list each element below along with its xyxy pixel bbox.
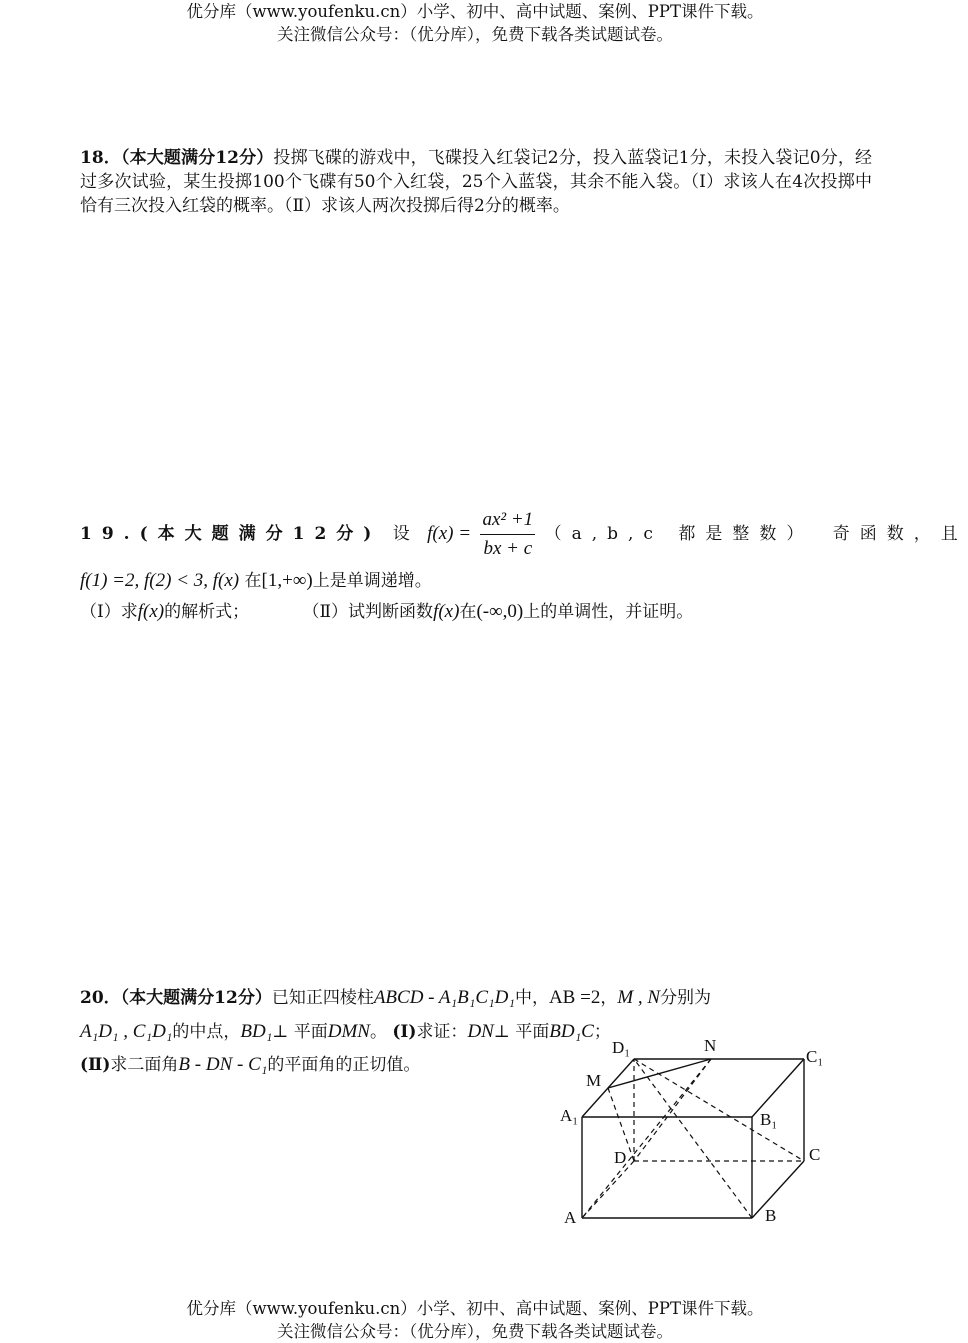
question-20-line-2 (80, 1017, 611, 1043)
q20-perp2: ⊥ 平面 (493, 1022, 550, 1042)
q20-perp1: ⊥ 平面 (272, 1022, 328, 1042)
footer-line-2: 关注微信公众号：（优分库），免费下载各类试题试卷。 (277, 1322, 673, 1341)
q19-interval-1: [1,+∞) (261, 570, 313, 591)
q20-prism: ABCD - A₁B₁C₁D₁ (373, 987, 515, 1008)
q20-t6: 。 (369, 1022, 387, 1042)
q20-dn: DN (467, 1021, 494, 1042)
q19-fraction (480, 509, 535, 560)
label-C1: C₁ (806, 1047, 824, 1066)
question-18 (80, 146, 872, 218)
segment-N-D (634, 1059, 711, 1161)
q20-plane: BD₁C (549, 1021, 594, 1042)
label-B: B (765, 1206, 777, 1225)
q20-part1-label: (Ⅰ) (392, 1022, 417, 1042)
q19-part2: （Ⅱ）试判断函数 (302, 602, 434, 622)
q18-title: 18．（本大题满分12分） (80, 148, 274, 168)
q19-part2-f: f(x) (433, 601, 460, 622)
q19-part1: （Ⅰ）求 (80, 602, 138, 622)
segment-D1-C (634, 1059, 804, 1161)
q20-t1: 已知正四棱柱 (271, 988, 374, 1008)
q18-text: 投掷飞碟的游戏中，飞碟投入红袋记2分，投入蓝袋记1分，未投入袋记0分，经过多次试验，某生投掷100个飞碟有50个入红袋，25个入蓝袋，其余不能入袋。（Ⅰ）求该人在4次投掷中恰有三次投入红袋的概率。（Ⅱ）求该人两次投掷后得2分的概率。 (80, 148, 872, 216)
header-line-1: 优分库（www.youfenku.cn）小学、初中、高中试题、案例、PPT课件下载。 (186, 2, 764, 21)
q19-fx: f(x) = (427, 523, 472, 544)
q19-part2-end: 上的单调性，并证明。 (523, 602, 694, 622)
q19-numerator: ax² +1 (480, 509, 535, 535)
label-A1: A₁ (560, 1106, 579, 1125)
label-B1: B₁ (760, 1110, 778, 1129)
question-20-line-3 (80, 1050, 420, 1076)
q20-title: 20．（本大题满分12分） (80, 988, 272, 1008)
label-D: D (614, 1148, 627, 1167)
q19-line2-math: f(1) =2, f(2) < 3, f(x) (80, 570, 240, 591)
q19-part1-f: f(x) (137, 601, 165, 622)
edge-B-C (752, 1161, 804, 1218)
edge-B1-C1 (752, 1059, 804, 1117)
q19-zai: 在 (244, 571, 262, 591)
segment-N-B (582, 1059, 711, 1218)
q19-condition: （a,b,c 都是整数） (544, 524, 814, 544)
header-line-2: 关注微信公众号：（优分库），免费下载各类试题试卷。 (277, 25, 673, 44)
prism-figure (550, 1030, 850, 1230)
edge-M-N (608, 1059, 711, 1088)
q20-dmn: DMN (327, 1021, 370, 1042)
label-A: A (564, 1208, 577, 1227)
q20-t3: ， (600, 988, 618, 1008)
q20-t2: 中， (514, 988, 549, 1008)
q20-bd1: BD₁ (240, 1021, 273, 1042)
q19-part2-zai: 在 (459, 602, 477, 622)
q20-t10: 的平面角的正切值。 (267, 1055, 421, 1075)
q19-she: 设 (392, 524, 410, 544)
q20-mn: M , N (617, 987, 661, 1008)
q19-part1-end: 的解析式； (164, 602, 250, 622)
q20-part2-label: (Ⅱ) (80, 1055, 111, 1075)
q20-angle: B - DN - C₁ (178, 1054, 268, 1075)
question-20-line-1 (80, 983, 711, 1009)
q20-t9: 求二面角 (110, 1055, 179, 1075)
q20-t4: 分别为 (660, 988, 712, 1008)
q19-title: 19.(本大题满分12分) (80, 524, 382, 544)
q19-denominator: bx + c (483, 538, 533, 559)
q20-t8: ； (593, 1022, 611, 1042)
question-19-line-1 (80, 509, 968, 560)
question-19-line-2 (80, 566, 432, 592)
q20-t7: 求证： (416, 1022, 468, 1042)
q19-interval-2: (-∞,0) (476, 601, 524, 622)
q19-tail: 奇函数，且 (832, 524, 968, 544)
page-header (0, 0, 950, 46)
q19-line2-end: 上是单调递增。 (312, 571, 432, 591)
edge-D-A (582, 1161, 634, 1218)
page-footer (0, 1297, 950, 1343)
label-C: C (809, 1145, 821, 1164)
q20-seg: A₁D₁ , C₁D₁ (80, 1021, 173, 1042)
q20-t5: 的中点， (172, 1022, 241, 1042)
label-M: M (586, 1071, 602, 1090)
label-N: N (704, 1036, 717, 1055)
footer-line-1: 优分库（www.youfenku.cn）小学、初中、高中试题、案例、PPT课件下载。 (186, 1299, 764, 1318)
question-19-line-3 (80, 597, 693, 623)
q20-ab: AB =2 (548, 987, 601, 1008)
label-D1: D₁ (612, 1038, 631, 1057)
